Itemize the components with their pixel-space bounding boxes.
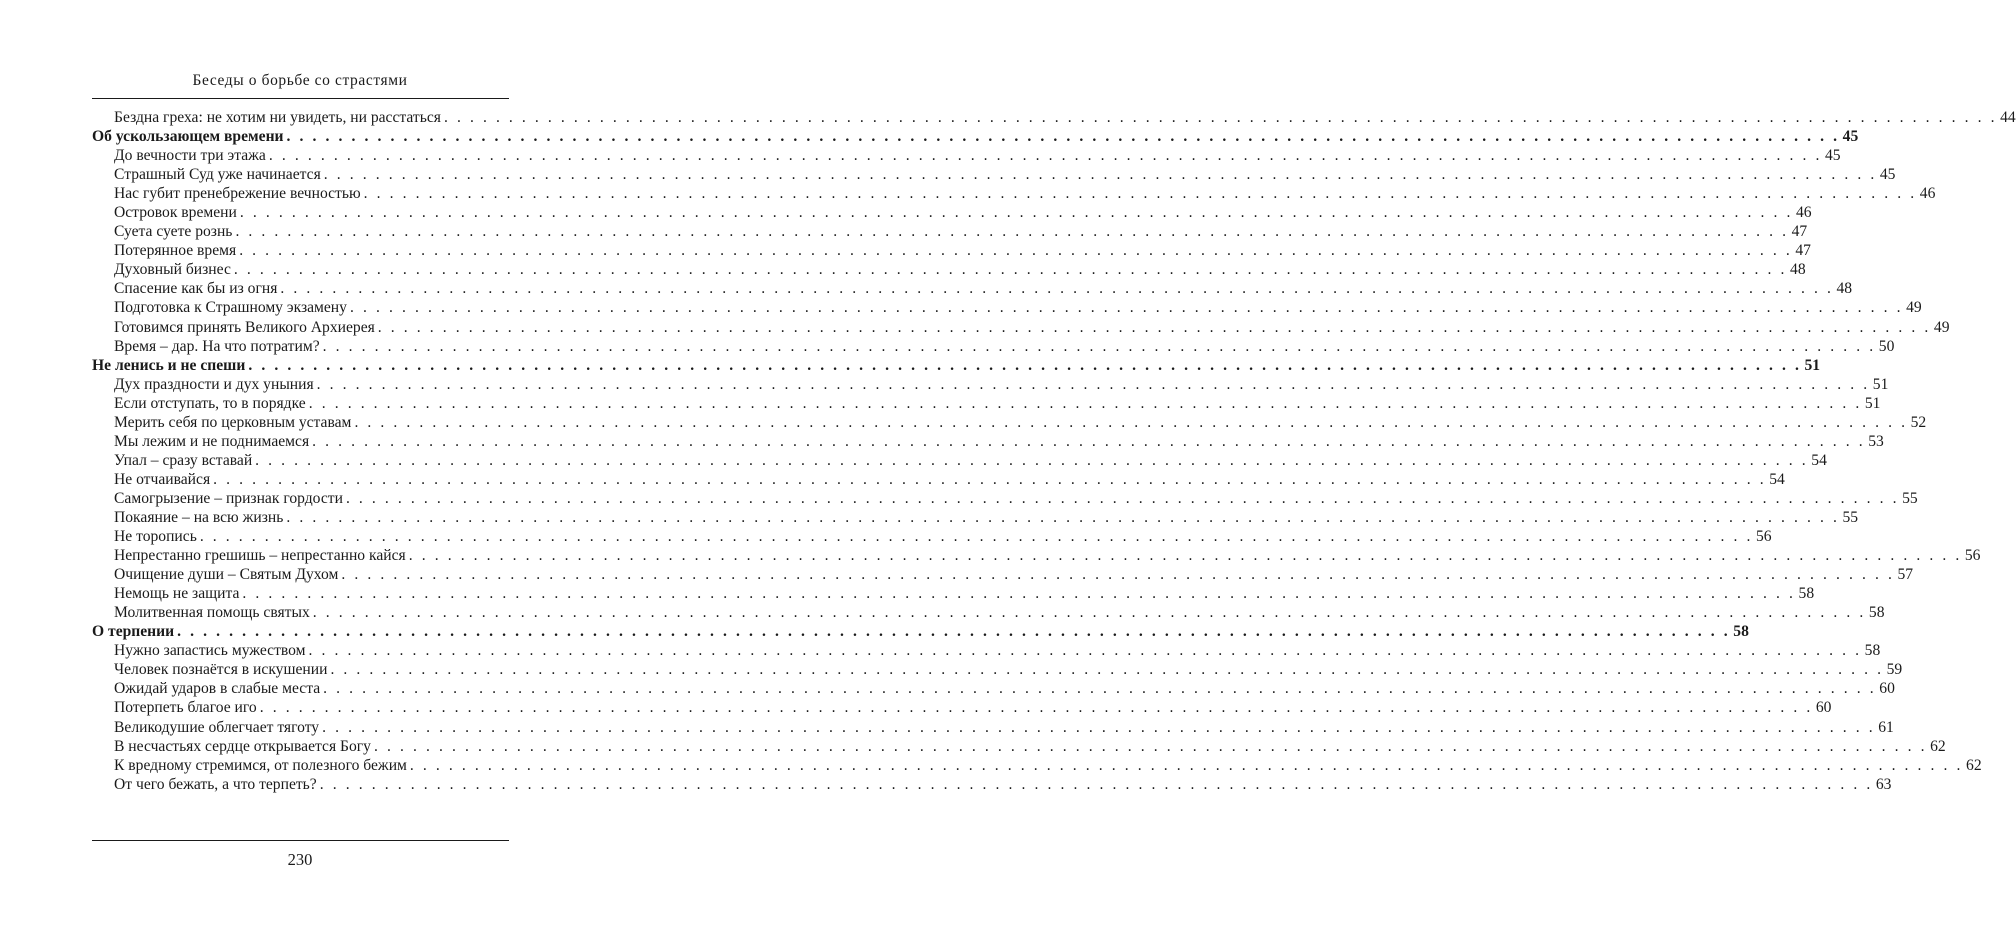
toc-entry-page: 44 [2000,109,2016,126]
toc-entry [92,279,1853,298]
page-number: 230 [287,850,313,869]
toc-entry-title: В несчастьях сердце открывается Богу [114,737,371,755]
toc-entry-title: Нужно запастись мужеством [114,642,306,660]
dot-leader: . . . . . . . . . . . . . . . . . . . . . . . . . . . . . . . . . . . . . . . . . . . . . . . . . . . . . . . . . . . . . . . . . . . . . . . . . . . . . . . . . . . . . . . . . . . . . . . . . . . . . . . . . . . . . . . . . . . . . . . . [443,109,1998,126]
toc-entry-title: Суета суете рознь [114,223,233,241]
dot-leader: . . . . . . . . . . . . . . . . . . . . . . . . . . . . . . . . . . . . . . . . . . . . . . . . . . . . . . . . . . . . . . . . . . . . . . . . . . . . . . . . . . . . . . . . . . . . . . . . . . . . . . . . . . . . . . . . . . . . . . . . [233,261,1788,279]
toc-entry-page: 62 [1966,756,1982,774]
dot-leader: . . . . . . . . . . . . . . . . . . . . . . . . . . . . . . . . . . . . . . . . . . . . . . . . . . . . . . . . . . . . . . . . . . . . . . . . . . . . . . . . . . . . . . . . . . . . . . . . . . . . . . . . . . . . . . . . . . . . . . . . [345,489,1900,507]
table-of-contents [92,108,2016,794]
toc-entry-title: Не отчаивайся [114,470,211,488]
toc-entry-page: 50 [1878,337,1895,355]
toc-entry [92,165,1896,184]
toc-entry-title: Мерить себя по церковным уставам [114,413,352,431]
toc-entry-title: От чего бежать, а что терпеть? [114,775,317,793]
toc-entry-page: 60 [1815,699,1832,717]
toc-entry-title: Время – дар. На что потратим? [114,337,320,355]
toc-entry-title: Очищение души – Святым Духом [114,566,339,584]
toc-entry-page: 49 [1933,318,1950,336]
toc-entry-title: Непрестанно грешишь – непрестанно кайся [114,547,406,565]
toc-entry [92,298,1922,317]
toc-section-entry [92,356,1821,375]
toc-entry-page: 63 [1875,775,1892,793]
toc-entry-page: 59 [1886,661,1903,679]
toc-entry-title: Если отступать, то в порядке [114,394,306,412]
toc-entry [92,108,2016,127]
dot-leader: . . . . . . . . . . . . . . . . . . . . . . . . . . . . . . . . . . . . . . . . . . . . . . . . . . . . . . . . . . . . . . . . . . . . . . . . . . . . . . . . . . . . . . . . . . . . . . . . . . . . . . . . . . . . . . . . . . . . . . . . [409,756,1964,774]
toc-section-entry [92,622,1749,641]
dot-leader: . . . . . . . . . . . . . . . . . . . . . . . . . . . . . . . . . . . . . . . . . . . . . . . . . . . . . . . . . . . . . . . . . . . . . . . . . . . . . . . . . . . . . . . . . . . . . . . . . . . . . . . . . . . . . . . . . . . . . . . . [341,566,1895,584]
dot-leader: . . . . . . . . . . . . . . . . . . . . . . . . . . . . . . . . . . . . . . . . . . . . . . . . . . . . . . . . . . . . . . . . . . . . . . . . . . . . . . . . . . . . . . . . . . . . . . . . . . . . . . . . . . . . . . . . . . . . . . . . [373,737,1928,755]
toc-entry-page: 60 [1879,680,1895,698]
toc-entry-title: Спасение как бы из огня [114,280,278,298]
toc-entry [92,527,1772,546]
toc-entry-title: Нас губит пренебрежение вечностью [114,185,361,203]
toc-entry-page: 61 [1878,718,1894,736]
toc-entry-title: Покаяние – на всю жизнь [114,508,284,526]
dot-leader: . . . . . . . . . . . . . . . . . . . . . . . . . . . . . . . . . . . . . . . . . . . . . . . . . . . . . . . . . . . . . . . . . . . . . . . . . . . . . . . . . . . . . . . . . . . . . . . . . . . . . . . . . . . . . . . . . . . . . . . . [177,623,1731,641]
toc-entry-page: 55 [1842,508,1859,526]
toc-entry [92,508,1859,527]
toc-entry-page: 49 [1906,299,1922,317]
dot-leader: . . . . . . . . . . . . . . . . . . . . . . . . . . . . . . . . . . . . . . . . . . . . . . . . . . . . . . . . . . . . . . . . . . . . . . . . . . . . . . . . . . . . . . . . . . . . . . . . . . . . . . . . . . . . . . . . . . . . . . . . [248,356,1802,374]
toc-entry-page: 52 [1910,413,1927,431]
dot-leader: . . . . . . . . . . . . . . . . . . . . . . . . . . . . . . . . . . . . . . . . . . . . . . . . . . . . . . . . . . . . . . . . . . . . . . . . . . . . . . . . . . . . . . . . . . . . . . . . . . . . . . . . . . . . . . . . . . . . . . . . [286,508,1840,526]
toc-entry-page: 53 [1868,432,1884,450]
toc-entry [92,718,1894,737]
toc-entry-title: Не ленись и не спеши [92,356,246,374]
toc-entry-page: 47 [1795,242,1811,260]
dot-leader: . . . . . . . . . . . . . . . . . . . . . . . . . . . . . . . . . . . . . . . . . . . . . . . . . . . . . . . . . . . . . . . . . . . . . . . . . . . . . . . . . . . . . . . . . . . . . . . . . . . . . . . . . . . . . . . . . . . . . . . . [349,299,1904,317]
toc-entry-page: 58 [1733,623,1749,641]
dot-leader: . . . . . . . . . . . . . . . . . . . . . . . . . . . . . . . . . . . . . . . . . . . . . . . . . . . . . . . . . . . . . . . . . . . . . . . . . . . . . . . . . . . . . . . . . . . . . . . . . . . . . . . . . . . . . . . . . . . . . . . . [319,775,1873,793]
toc-entry-page: 54 [1769,470,1785,488]
toc-entry [92,489,1918,508]
dot-leader: . . . . . . . . . . . . . . . . . . . . . . . . . . . . . . . . . . . . . . . . . . . . . . . . . . . . . . . . . . . . . . . . . . . . . . . . . . . . . . . . . . . . . . . . . . . . . . . . . . . . . . . . . . . . . . . . . . . . . . . . [268,147,1822,165]
dot-leader: . . . . . . . . . . . . . . . . . . . . . . . . . . . . . . . . . . . . . . . . . . . . . . . . . . . . . . . . . . . . . . . . . . . . . . . . . . . . . . . . . . . . . . . . . . . . . . . . . . . . . . . . . . . . . . . . . . . . . . . . [242,585,1796,603]
toc-entry-page: 58 [1868,604,1885,622]
toc-entry [92,318,1950,337]
toc-entry-title: Не торопись [114,528,197,546]
toc-entry-page: 62 [1930,737,1946,755]
toc-entry [92,432,1884,451]
dot-leader: . . . . . . . . . . . . . . . . . . . . . . . . . . . . . . . . . . . . . . . . . . . . . . . . . . . . . . . . . . . . . . . . . . . . . . . . . . . . . . . . . . . . . . . . . . . . . . . . . . . . . . . . . . . . . . . . . . . . . . . . [286,128,1840,146]
toc-entry [92,413,1927,432]
dot-leader: . . . . . . . . . . . . . . . . . . . . . . . . . . . . . . . . . . . . . . . . . . . . . . . . . . . . . . . . . . . . . . . . . . . . . . . . . . . . . . . . . . . . . . . . . . . . . . . . . . . . . . . . . . . . . . . . . . . . . . . . [280,280,1834,298]
toc-entry [92,546,1981,565]
dot-leader: . . . . . . . . . . . . . . . . . . . . . . . . . . . . . . . . . . . . . . . . . . . . . . . . . . . . . . . . . . . . . . . . . . . . . . . . . . . . . . . . . . . . . . . . . . . . . . . . . . . . . . . . . . . . . . . . . . . . . . . . [377,318,1931,336]
dot-leader: . . . . . . . . . . . . . . . . . . . . . . . . . . . . . . . . . . . . . . . . . . . . . . . . . . . . . . . . . . . . . . . . . . . . . . . . . . . . . . . . . . . . . . . . . . . . . . . . . . . . . . . . . . . . . . . . . . . . . . . . [308,394,1862,412]
dot-leader: . . . . . . . . . . . . . . . . . . . . . . . . . . . . . . . . . . . . . . . . . . . . . . . . . . . . . . . . . . . . . . . . . . . . . . . . . . . . . . . . . . . . . . . . . . . . . . . . . . . . . . . . . . . . . . . . . . . . . . . . [259,699,1813,717]
toc-entry-page: 57 [1897,566,1914,584]
toc-entry [92,737,1946,756]
toc-entry-page: 51 [1872,375,1889,393]
toc-entry [92,603,1885,622]
dot-leader: . . . . . . . . . . . . . . . . . . . . . . . . . . . . . . . . . . . . . . . . . . . . . . . . . . . . . . . . . . . . . . . . . . . . . . . . . . . . . . . . . . . . . . . . . . . . . . . . . . . . . . . . . . . . . . . . . . . . . . . . [323,166,1877,184]
dot-leader: . . . . . . . . . . . . . . . . . . . . . . . . . . . . . . . . . . . . . . . . . . . . . . . . . . . . . . . . . . . . . . . . . . . . . . . . . . . . . . . . . . . . . . . . . . . . . . . . . . . . . . . . . . . . . . . . . . . . . . . . [312,432,1866,450]
toc-entry [92,184,1936,203]
toc-entry-title: Мы лежим и не поднимаемся [114,432,310,450]
toc-entry-page: 48 [1836,280,1853,298]
toc-entry-page: 58 [1864,642,1881,660]
dot-leader: . . . . . . . . . . . . . . . . . . . . . . . . . . . . . . . . . . . . . . . . . . . . . . . . . . . . . . . . . . . . . . . . . . . . . . . . . . . . . . . . . . . . . . . . . . . . . . . . . . . . . . . . . . . . . . . . . . . . . . . . [213,470,1767,488]
toc-entry [92,775,1892,794]
toc-entry-title: Страшный Суд уже начинается [114,166,321,184]
toc-entry-title: Бездна греха: не хотим ни увидеть, ни расстаться [114,109,441,126]
dot-leader: . . . . . . . . . . . . . . . . . . . . . . . . . . . . . . . . . . . . . . . . . . . . . . . . . . . . . . . . . . . . . . . . . . . . . . . . . . . . . . . . . . . . . . . . . . . . . . . . . . . . . . . . . . . . . . . . . . . . . . . . [322,337,1876,355]
header-rule [92,98,509,99]
dot-leader: . . . . . . . . . . . . . . . . . . . . . . . . . . . . . . . . . . . . . . . . . . . . . . . . . . . . . . . . . . . . . . . . . . . . . . . . . . . . . . . . . . . . . . . . . . . . . . . . . . . . . . . . . . . . . . . . . . . . . . . . [363,185,1917,203]
dot-leader: . . . . . . . . . . . . . . . . . . . . . . . . . . . . . . . . . . . . . . . . . . . . . . . . . . . . . . . . . . . . . . . . . . . . . . . . . . . . . . . . . . . . . . . . . . . . . . . . . . . . . . . . . . . . . . . . . . . . . . . . [308,642,1862,660]
toc-entry [92,641,1881,660]
toc-entry [92,584,1815,603]
toc-section-entry [92,127,1859,146]
toc-entry-page: 56 [1964,547,1981,565]
toc-entry [92,698,1832,717]
toc-entry [92,451,1827,470]
dot-leader: . . . . . . . . . . . . . . . . . . . . . . . . . . . . . . . . . . . . . . . . . . . . . . . . . . . . . . . . . . . . . . . . . . . . . . . . . . . . . . . . . . . . . . . . . . . . . . . . . . . . . . . . . . . . . . . . . . . . . . . . [239,204,1793,222]
toc-entry [92,260,1806,279]
toc-entry-page: 45 [1879,166,1896,184]
dot-leader: . . . . . . . . . . . . . . . . . . . . . . . . . . . . . . . . . . . . . . . . . . . . . . . . . . . . . . . . . . . . . . . . . . . . . . . . . . . . . . . . . . . . . . . . . . . . . . . . . . . . . . . . . . . . . . . . . . . . . . . . [330,661,1884,679]
dot-leader: . . . . . . . . . . . . . . . . . . . . . . . . . . . . . . . . . . . . . . . . . . . . . . . . . . . . . . . . . . . . . . . . . . . . . . . . . . . . . . . . . . . . . . . . . . . . . . . . . . . . . . . . . . . . . . . . . . . . . . . . [408,547,1962,565]
toc-entry [92,222,1808,241]
toc-entry-page: 58 [1798,585,1815,603]
toc-entry [92,241,1811,260]
toc-entry-title: Молитвенная помощь святых [114,604,310,622]
toc-entry-page: 46 [1919,185,1936,203]
toc-entry-page: 51 [1804,356,1821,374]
toc-entry-title: Немощь не защита [114,585,240,603]
footer-rule [92,840,509,841]
toc-entry [92,337,1895,356]
dot-leader: . . . . . . . . . . . . . . . . . . . . . . . . . . . . . . . . . . . . . . . . . . . . . . . . . . . . . . . . . . . . . . . . . . . . . . . . . . . . . . . . . . . . . . . . . . . . . . . . . . . . . . . . . . . . . . . . . . . . . . . . [316,375,1870,393]
toc-entry-title: Подготовка к Страшному экзамену [114,299,347,317]
toc-entry [92,470,1785,489]
toc-entry [92,146,1841,165]
toc-entry [92,394,1881,413]
toc-entry [92,203,1812,222]
toc-entry-title: До вечности три этажа [114,147,266,165]
dot-leader: . . . . . . . . . . . . . . . . . . . . . . . . . . . . . . . . . . . . . . . . . . . . . . . . . . . . . . . . . . . . . . . . . . . . . . . . . . . . . . . . . . . . . . . . . . . . . . . . . . . . . . . . . . . . . . . . . . . . . . . . [323,680,1877,698]
toc-entry-title: Потерянное время [114,242,237,260]
toc-entry-page: 56 [1755,528,1772,546]
toc-entry-title: Духовный бизнес [114,261,231,279]
toc-entry-page: 51 [1864,394,1881,412]
toc-entry-title: Великодушие облегчает тяготу [114,718,320,736]
dot-leader: . . . . . . . . . . . . . . . . . . . . . . . . . . . . . . . . . . . . . . . . . . . . . . . . . . . . . . . . . . . . . . . . . . . . . . . . . . . . . . . . . . . . . . . . . . . . . . . . . . . . . . . . . . . . . . . . . . . . . . . . [354,413,1908,431]
toc-entry-title: Потерпеть благое иго [114,699,257,717]
toc-entry [92,565,1914,584]
dot-leader: . . . . . . . . . . . . . . . . . . . . . . . . . . . . . . . . . . . . . . . . . . . . . . . . . . . . . . . . . . . . . . . . . . . . . . . . . . . . . . . . . . . . . . . . . . . . . . . . . . . . . . . . . . . . . . . . . . . . . . . . [255,451,1809,469]
toc-entry [92,679,1895,698]
toc-entry-page: 45 [1842,128,1859,146]
dot-leader: . . . . . . . . . . . . . . . . . . . . . . . . . . . . . . . . . . . . . . . . . . . . . . . . . . . . . . . . . . . . . . . . . . . . . . . . . . . . . . . . . . . . . . . . . . . . . . . . . . . . . . . . . . . . . . . . . . . . . . . . [322,718,1876,736]
toc-entry-title: Дух праздности и дух уныния [114,375,314,393]
toc-entry-page: 54 [1811,451,1827,469]
toc-entry-title: Ожидай ударов в слабые места [114,680,321,698]
toc-entry-title: Островок времени [114,204,237,222]
toc-entry-title: Об ускользающем времени [92,128,284,146]
toc-entry-page: 55 [1902,489,1918,507]
toc-entry-page: 48 [1790,261,1806,279]
toc-entry-page: 46 [1796,204,1812,222]
toc-entry-title: О терпении [92,623,175,641]
dot-leader: . . . . . . . . . . . . . . . . . . . . . . . . . . . . . . . . . . . . . . . . . . . . . . . . . . . . . . . . . . . . . . . . . . . . . . . . . . . . . . . . . . . . . . . . . . . . . . . . . . . . . . . . . . . . . . . . . . . . . . . . [239,242,1793,260]
toc-entry [92,660,1903,679]
toc-entry-title: Готовимся принять Великого Архиерея [114,318,375,336]
toc-entry-page: 47 [1791,223,1808,241]
toc-entry-title: Самогрызение – признак гордости [114,489,343,507]
dot-leader: . . . . . . . . . . . . . . . . . . . . . . . . . . . . . . . . . . . . . . . . . . . . . . . . . . . . . . . . . . . . . . . . . . . . . . . . . . . . . . . . . . . . . . . . . . . . . . . . . . . . . . . . . . . . . . . . . . . . . . . . [312,604,1866,622]
dot-leader: . . . . . . . . . . . . . . . . . . . . . . . . . . . . . . . . . . . . . . . . . . . . . . . . . . . . . . . . . . . . . . . . . . . . . . . . . . . . . . . . . . . . . . . . . . . . . . . . . . . . . . . . . . . . . . . . . . . . . . . . [199,528,1753,546]
toc-entry-title: К вредному стремимся, от полезного бежим [114,756,407,774]
running-head: Беседы о борьбе со страстями [192,72,408,89]
toc-entry-page: 45 [1824,147,1841,165]
toc-entry [92,375,1889,394]
toc-entry [92,756,1982,775]
toc-entry-title: Человек познаётся в искушении [114,661,328,679]
toc-entry-title: Упал – сразу вставай [114,451,253,469]
dot-leader: . . . . . . . . . . . . . . . . . . . . . . . . . . . . . . . . . . . . . . . . . . . . . . . . . . . . . . . . . . . . . . . . . . . . . . . . . . . . . . . . . . . . . . . . . . . . . . . . . . . . . . . . . . . . . . . . . . . . . . . . [235,223,1789,241]
